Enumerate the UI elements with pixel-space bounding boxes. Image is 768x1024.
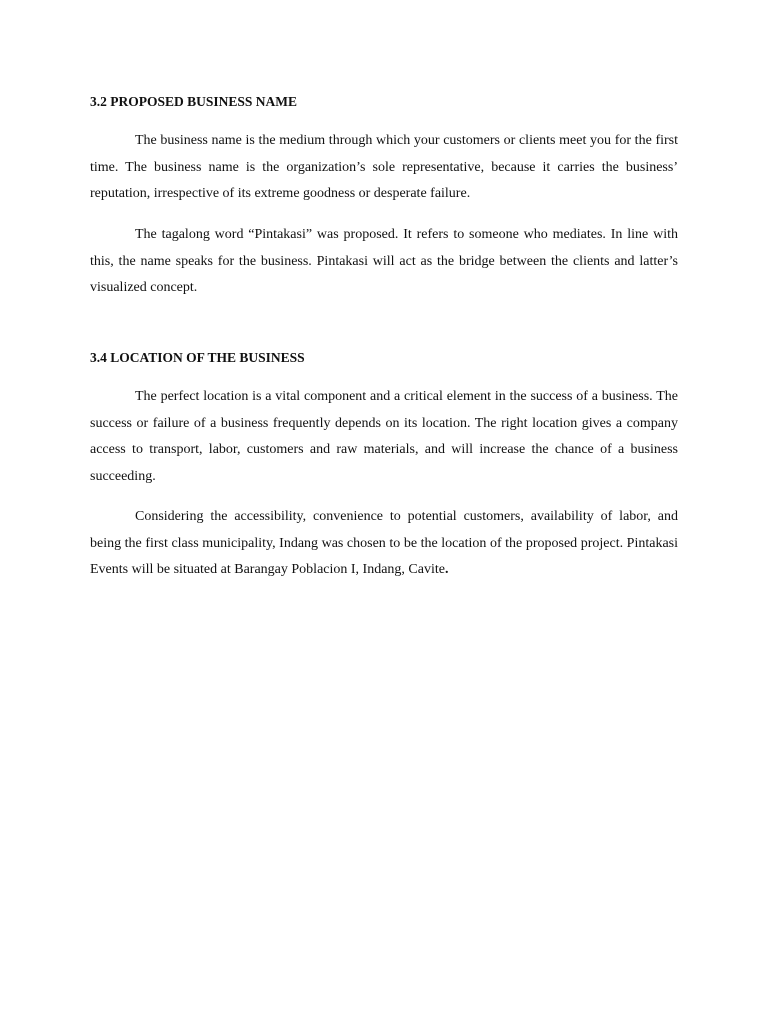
section-heading-business-name: 3.2 PROPOSED BUSINESS NAME <box>90 94 298 109</box>
section-heading-location: 3.4 LOCATION OF THE BUSINESS <box>90 350 305 365</box>
paragraph-location-final-period: . <box>444 562 449 578</box>
paragraph-business-name-intro: The business name is the medium through which your customers or clients meet you for the first time. The business name is the organization’s sole representative, because it carries the business’ reputation, irrespective of its extreme goodness or desperate failure. <box>90 133 678 202</box>
paragraph-pintakasi-meaning: The tagalong word “Pintakasi” was proposed. It refers to someone who mediates. In line with this, the name speaks for the business. Pintakasi will act as the bridge between the clients and latter’s visualized concept. <box>90 227 678 296</box>
paragraph-location-importance: The perfect location is a vital component and a critical element in the success of a business. The success or failure of a business frequently depends on its location. The right location gives a company access to transport, labor, customers and raw materials, and will increase the chance of a business succeeding. <box>90 389 678 485</box>
paragraph-location-choice <box>90 504 678 584</box>
paragraph-location-choice-text: Considering the accessibility, convenience to potential customers, availability of labor, and being the first class municipality, Indang was chosen to be the location of the proposed project. Pintakasi Events will be situated at Barangay Poblacion I, Indang, Cavite <box>90 509 678 578</box>
